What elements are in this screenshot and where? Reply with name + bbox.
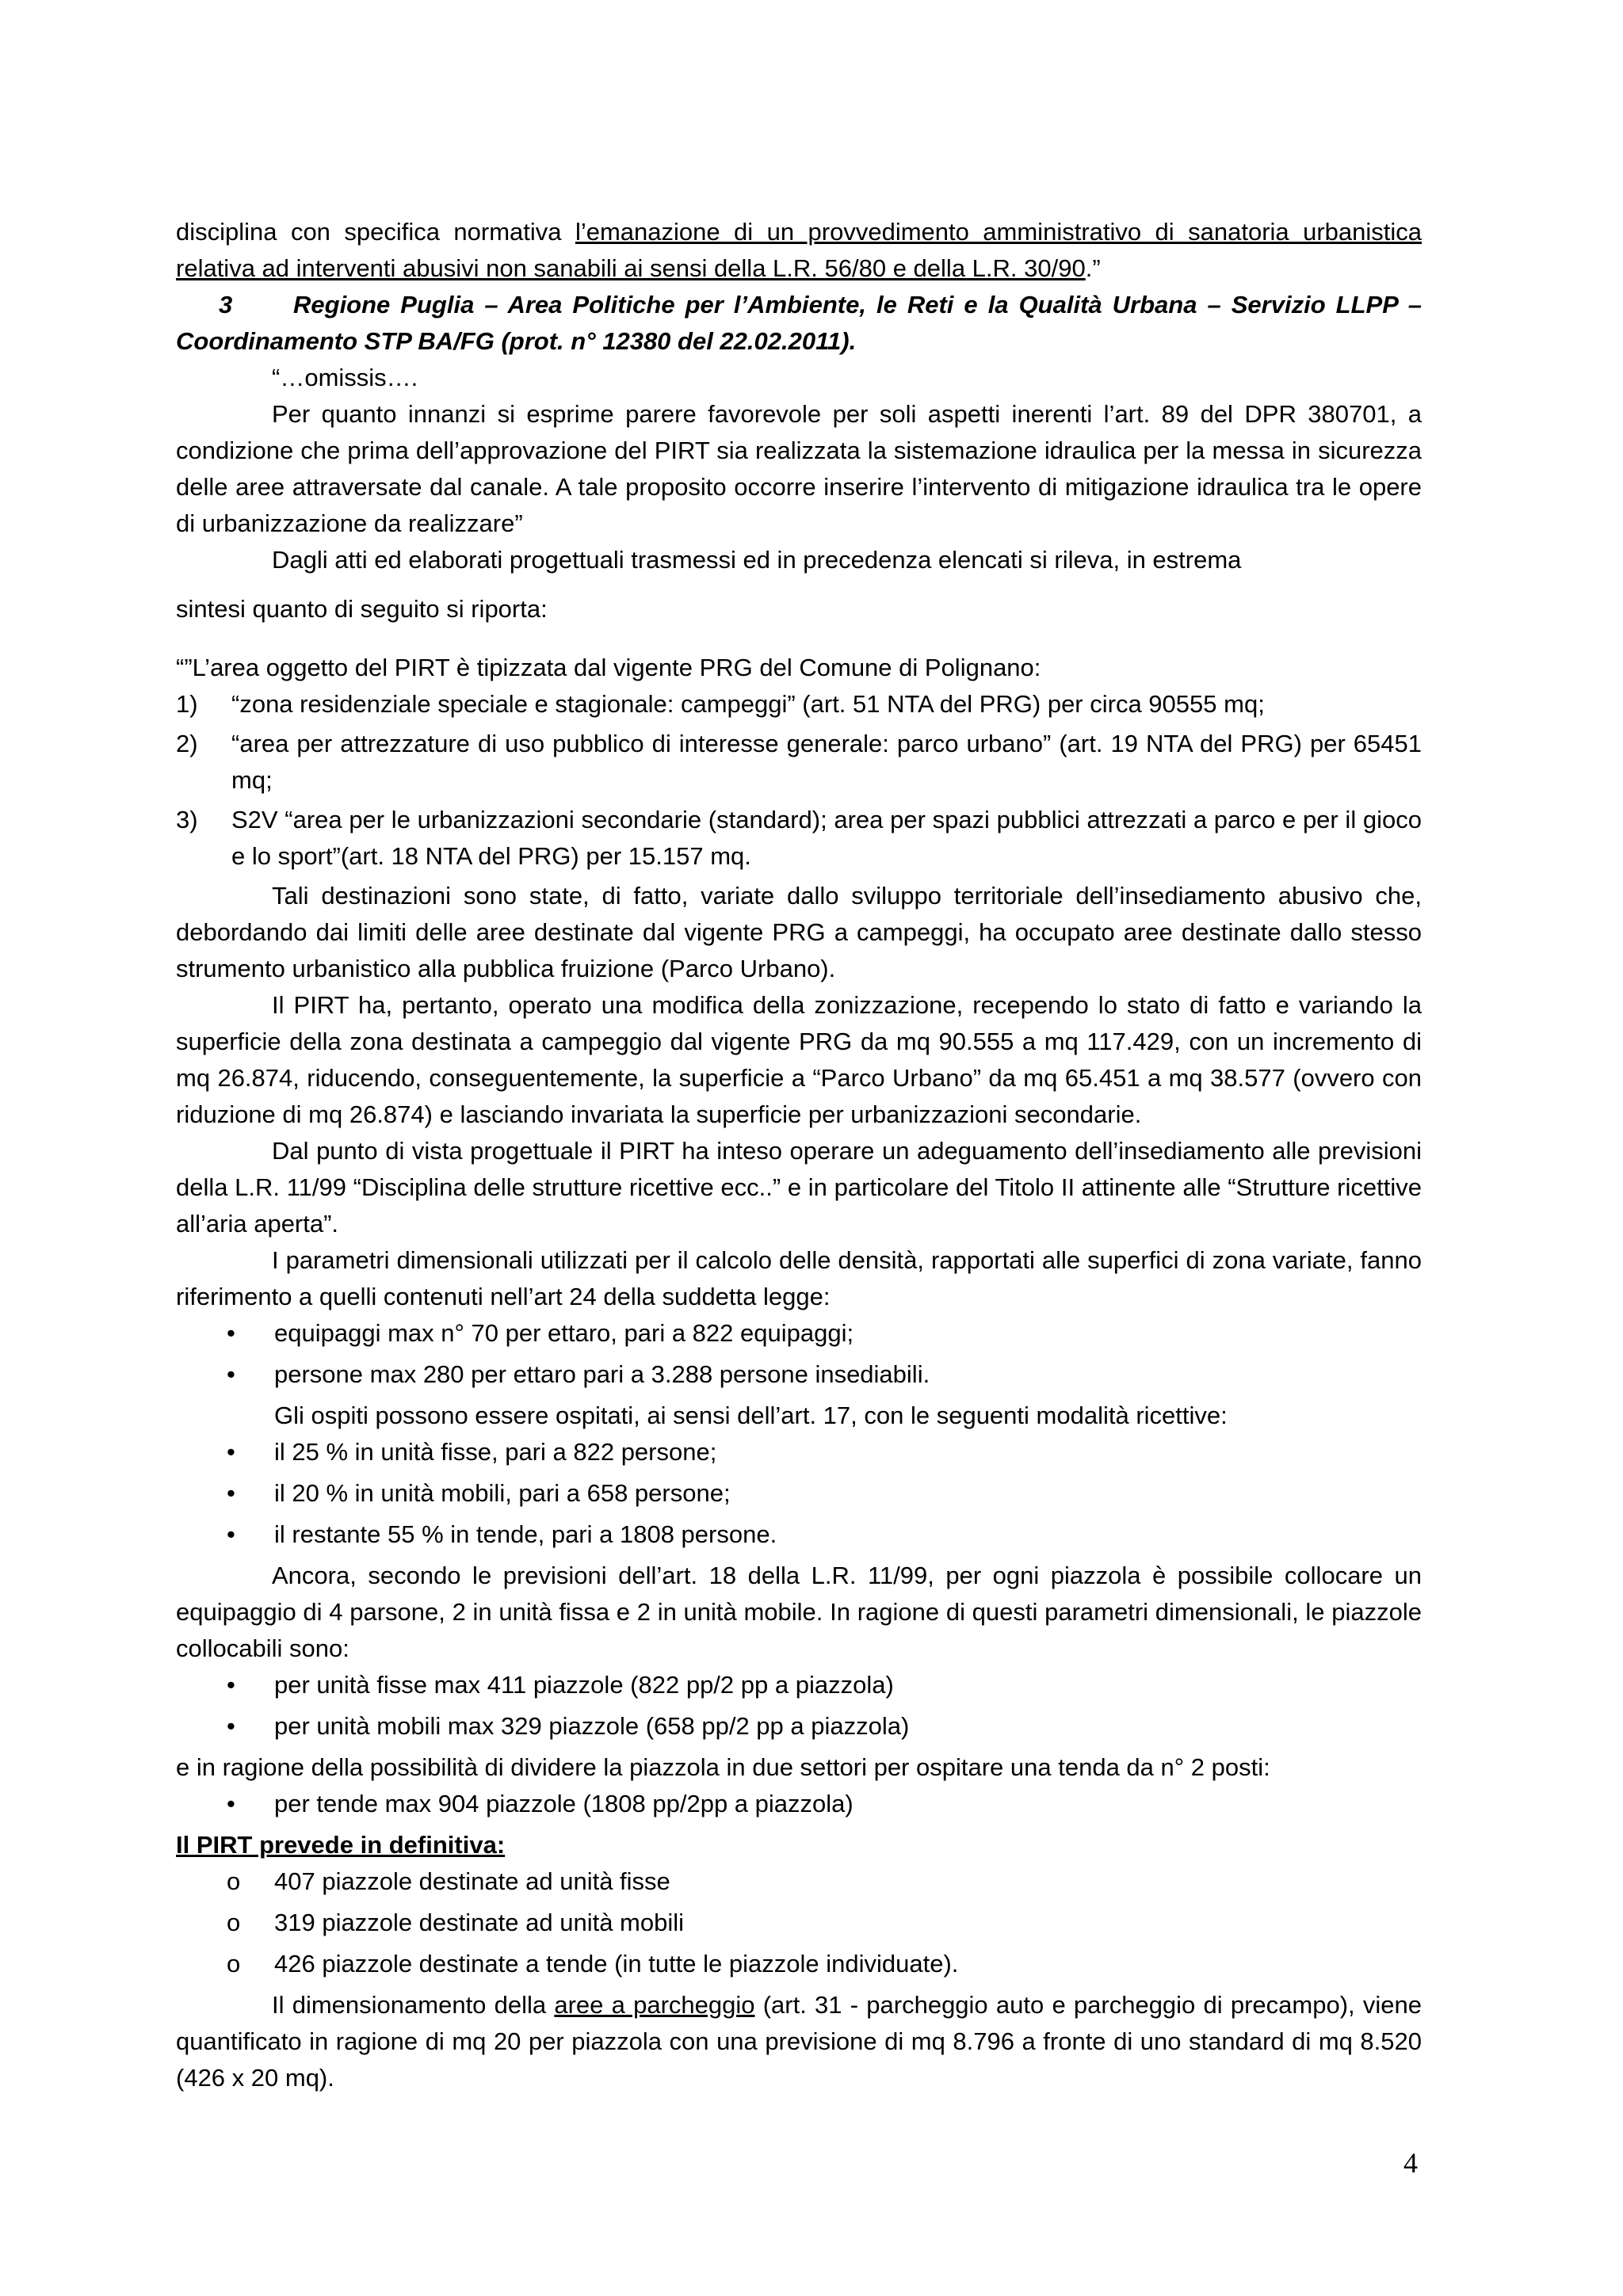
list-item-number: 3)	[176, 806, 198, 833]
bullet-icon: •	[227, 1360, 235, 1388]
dimensionamento-paragraph	[176, 1987, 1422, 2096]
list-item	[176, 686, 1422, 723]
bullet-list-b	[176, 1434, 1422, 1553]
list-item	[176, 1708, 1422, 1745]
bullet-list-c	[176, 1667, 1422, 1745]
list-item	[176, 1863, 1422, 1900]
list-item-text: per unità fisse max 411 piazzole (822 pp/2 pp a piazzola)	[274, 1671, 894, 1699]
zoning-list	[176, 686, 1422, 875]
list-item	[176, 726, 1422, 799]
list-item	[176, 1786, 1422, 1822]
bullet-icon: •	[227, 1319, 235, 1347]
bullet-icon: •	[227, 1712, 235, 1740]
list-item	[176, 1315, 1422, 1352]
list-item	[176, 1905, 1422, 1941]
list-item-text: persone max 280 per ettaro pari a 3.288 persone insediabili.	[274, 1360, 930, 1388]
list-item-text: S2V “area per le urbanizzazioni secondarie (standard); area per spazi pubblici attrezzati a parco e per il gioco e lo sport”(art. 18 NTA del PRG) per 15.157 mq.	[231, 806, 1422, 870]
bullet-list-d	[176, 1786, 1422, 1822]
pirt-paragraph: Il PIRT ha, pertanto, operato una modifica della zonizzazione, recependo lo stato di fatto e variando la superficie della zona destinata a campeggio dal vigente PRG da mq 90.555 a mq 117.429, con un incremento di mq 26.874, riducendo, conseguentemente, la superficie a “Parco Urbano” da mq 65.451 a mq 38.577 (ovvero con riduzione di mq 26.874) e lasciando invariata la superficie per urbanizzazioni secondarie.	[176, 991, 1422, 1128]
list-item-text: 407 piazzole destinate ad unità fisse	[274, 1867, 670, 1895]
list-item-text: “zona residenziale speciale e stagionale: campeggi” (art. 51 NTA del PRG) per circa 90555 mq;	[231, 690, 1265, 718]
parere-paragraph: Per quanto innanzi si esprime parere favorevole per soli aspetti inerenti l’art. 89 del DPR 380701, a condizione che prima dell’approvazione del PIRT sia realizzata la sistemazione idraulica per la messa in sicurezza delle aree attraversate dal canale. A tale proposito occorre inserire l’intervento di mitigazione idraulica tra le opere di urbanizzazione da realizzare”	[176, 400, 1422, 537]
section-heading-text: Regione Puglia – Area Politiche per l’Ambiente, le Reti e la Qualità Urbana – Servizio LLPP – Coordinamento STP BA/FG (prot. n° 12380 del 22.02.2011).	[176, 291, 1422, 355]
list-item	[176, 802, 1422, 875]
bullet-list-a	[176, 1315, 1422, 1393]
page-body	[176, 214, 1422, 2096]
intro-paragraph	[176, 214, 1422, 287]
list-item-text: il 20 % in unità mobili, pari a 658 persone;	[274, 1479, 731, 1507]
list-item	[176, 1946, 1422, 1982]
dagli-atti-line-2: sintesi quanto di seguito si riporta:	[176, 595, 548, 623]
page-number: 4	[1403, 2147, 1418, 2179]
e-in-ragione-line: e in ragione della possibilità di dividere la piazzola in due settori per ospitare una tenda da n° 2 posti:	[176, 1753, 1270, 1781]
section-heading	[176, 287, 1422, 360]
list-item-text: il 25 % in unità fisse, pari a 822 persone;	[274, 1438, 717, 1466]
bullet-icon: •	[227, 1790, 235, 1817]
bullet-icon: •	[227, 1479, 235, 1507]
list-item-text: 319 piazzole destinate ad unità mobili	[274, 1909, 685, 1936]
ospiti-line: Gli ospiti possono essere ospitati, ai sensi dell’art. 17, con le seguenti modalità ricettive:	[274, 1402, 1228, 1429]
dagli-atti-line-1: Dagli atti ed elaborati progettuali trasmessi ed in precedenza elencati si rileva, in estrema	[272, 546, 1242, 574]
circle-bullet-icon: o	[227, 1867, 241, 1895]
list-item-text: equipaggi max n° 70 per ettaro, pari a 822 equipaggi;	[274, 1319, 854, 1347]
ancora-paragraph: Ancora, secondo le previsioni dell’art. 18 della L.R. 11/99, per ogni piazzola è possibile collocare un equipaggio di 4 parsone, 2 in unità fissa e 2 in unità mobile. In ragione di questi parametri dimensionali, le piazzole collocabili sono:	[176, 1562, 1422, 1662]
list-item	[176, 1667, 1422, 1703]
circle-bullet-icon: o	[227, 1909, 241, 1936]
list-item-number: 2)	[176, 730, 198, 757]
list-item-number: 1)	[176, 690, 198, 718]
list-item-text: “area per attrezzature di uso pubblico di interesse generale: parco urbano” (art. 19 NTA del PRG) per 65451 mq;	[231, 730, 1422, 794]
list-item	[176, 1356, 1422, 1393]
tali-paragraph: Tali destinazioni sono state, di fatto, variate dallo sviluppo territoriale dell’insediamento abusivo che, debordando dai limiti delle aree destinate dal vigente PRG a campeggi, ha occupato aree destinate dallo stesso strumento urbanistico alla pubblica fruizione (Parco Urbano).	[176, 882, 1422, 982]
circle-bullet-icon: o	[227, 1950, 241, 1978]
section-heading-number: 3	[219, 291, 233, 318]
list-item	[176, 1475, 1422, 1512]
dal-punto-paragraph: Dal punto di vista progettuale il PIRT ha inteso operare un adeguamento dell’insediamento alle previsioni della L.R. 11/99 “Disciplina delle strutture ricettive ecc..” e in particolare del Titolo II attinente alle “Strutture ricettive all’aria aperta”.	[176, 1137, 1422, 1238]
list-item-text: per tende max 904 piazzole (1808 pp/2pp a piazzola)	[274, 1790, 854, 1817]
bullet-icon: •	[227, 1438, 235, 1466]
list-item-text: 426 piazzole destinate a tende (in tutte le piazzole individuate).	[274, 1950, 959, 1978]
list-item	[176, 1516, 1422, 1553]
list-item-text: il restante 55 % in tende, pari a 1808 persone.	[274, 1520, 777, 1548]
dimensionamento-text: Il dimensionamento della	[272, 1991, 555, 2019]
bullet-icon: •	[227, 1671, 235, 1699]
parametri-paragraph: I parametri dimensionali utilizzati per il calcolo delle densità, rapportati alle superfici di zona variate, fanno riferimento a quelli contenuti nell’art 24 della suddetta legge:	[176, 1246, 1422, 1310]
list-item	[176, 1434, 1422, 1470]
bullet-icon: •	[227, 1520, 235, 1548]
omissis-line: “…omissis….	[272, 364, 418, 391]
intro-text: disciplina con specifica normativa	[176, 218, 575, 246]
prevede-heading: Il PIRT prevede in definitiva:	[176, 1831, 506, 1859]
intro-underlined-text: l’emanazione di un provvedimento amministrativo di sanatoria urbanistica relativa ad interventi abusivi non sanabili ai sensi della L.R. 56/80 e della L.R. 30/90	[176, 218, 1422, 282]
aree-parcheggio-underlined: aree a parcheggio	[554, 1991, 755, 2019]
intro-end: .”	[1085, 254, 1101, 282]
area-intro: “”L’area oggetto del PIRT è tipizzata dal vigente PRG del Comune di Polignano:	[176, 654, 1041, 681]
circle-list	[176, 1863, 1422, 1982]
dimensionamento-text-end: (art. 31 - parcheggio auto e parcheggio di precampo), viene quantificato in ragione di mq 20 per piazzola con una previsione di mq 8.796 a fronte di uno standard di mq 8.520 (426 x 20 mq).	[176, 1991, 1422, 2092]
list-item-text: per unità mobili max 329 piazzole (658 pp/2 pp a piazzola)	[274, 1712, 910, 1740]
